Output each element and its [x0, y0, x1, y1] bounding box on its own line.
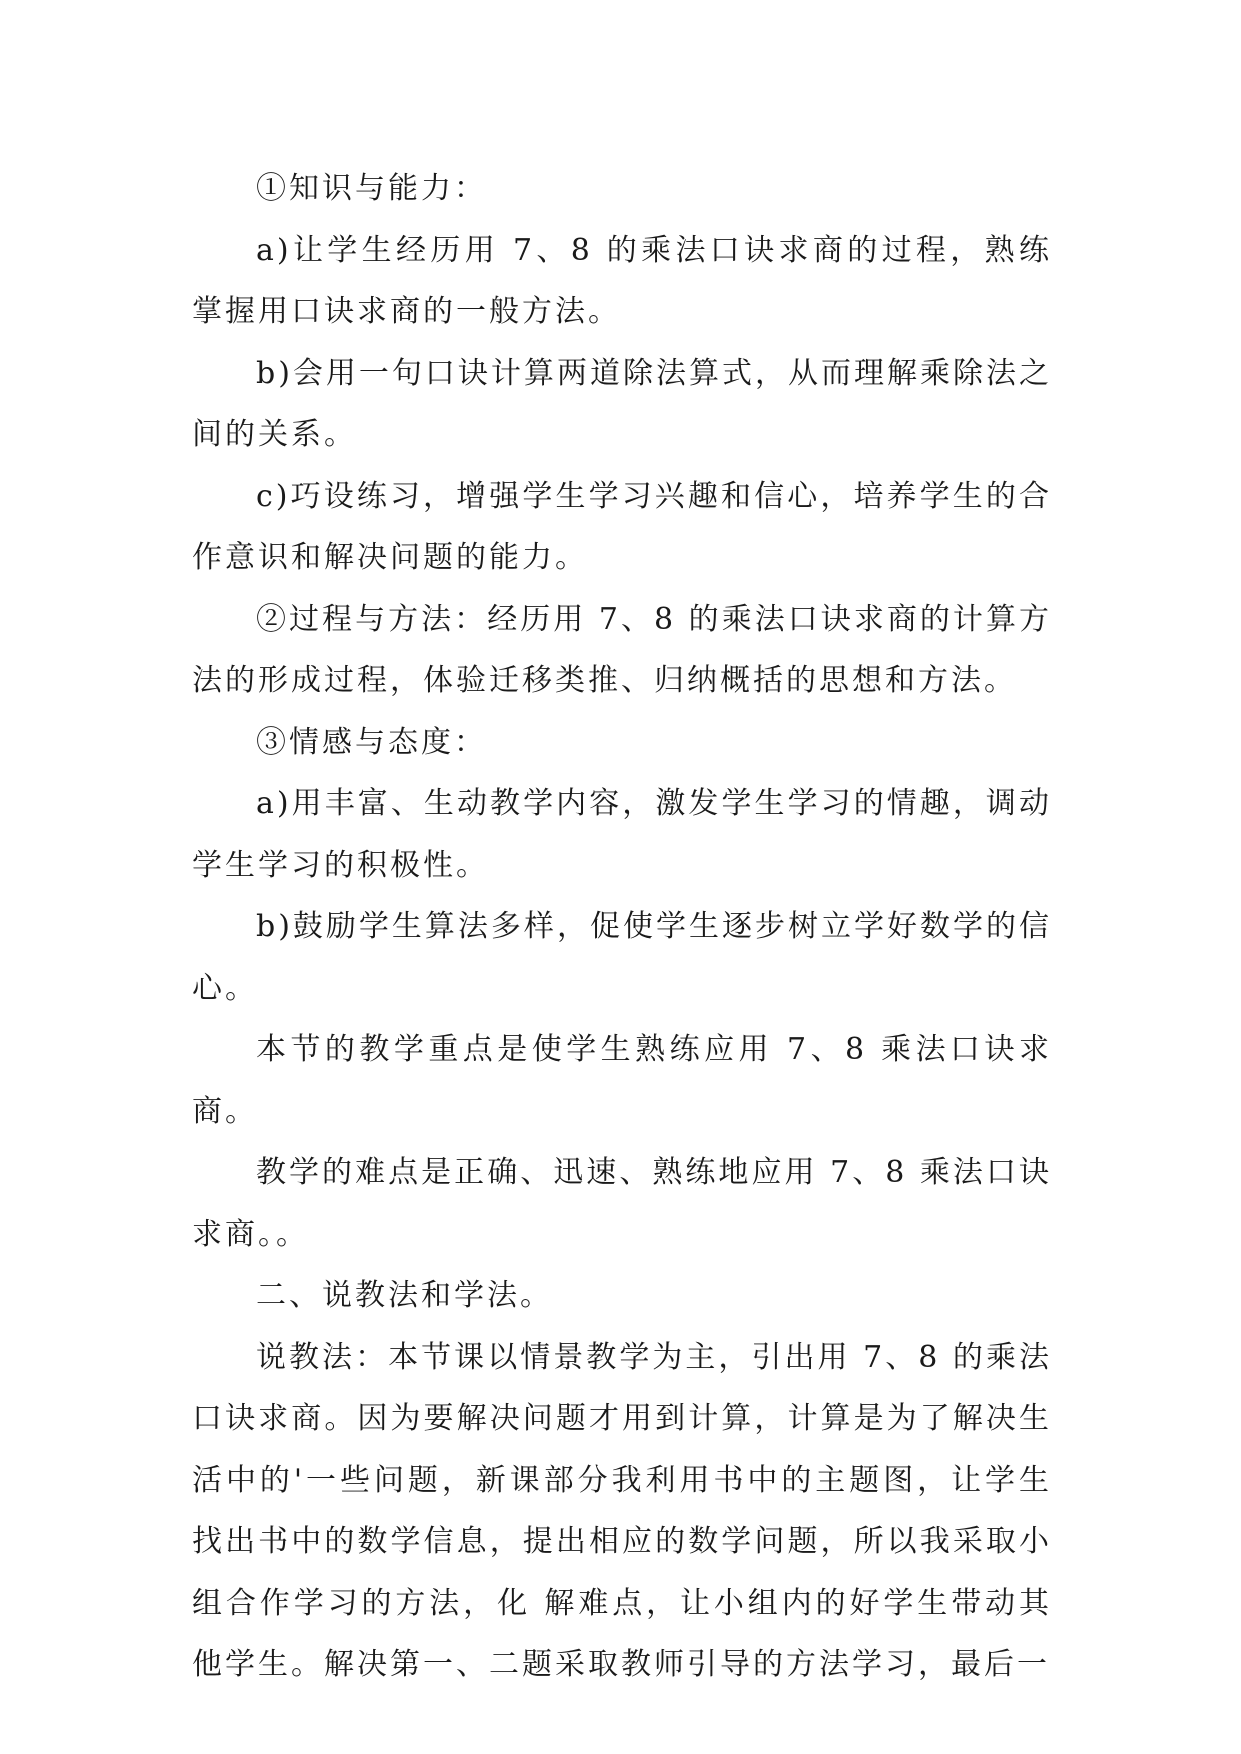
- paragraph-9: 本节的教学重点是使学生熟练应用 7、8 乘法口诀求商。: [192, 1032, 1052, 1129]
- paragraph-3: b)会用一句口诀计算两道除法算式，从而理解乘除法之间的关系。: [192, 355, 1052, 452]
- paragraph-11: 二、说教法和学法。: [256, 1278, 553, 1313]
- paragraph-10: 教学的难点是正确、迅速、熟练地应用 7、8 乘法口诀求商。。: [192, 1155, 1052, 1252]
- paragraph-5: ②过程与方法：经历用 7、8 的乘法口诀求商的计算方法的形成过程，体验迁移类推、归纳概括的思想和方法。: [192, 601, 1052, 698]
- paragraph-1: ①知识与能力：: [256, 171, 487, 206]
- paragraph-12: 说教法：本节课以情景教学为主，引出用 7、8 的乘法口诀求商。因为要解决问题才用到计算，计算是为了解决生活中的'一些问题，新课部分我利用书中的主题图，让学生找出书中的数学信息，提出相应的数学问题，所以我采取小组合作学习的方法，化 解难点，让小组内的好学生带动其他学生。解决第一、二题采取教师引导的方法学习，最后一: [192, 1339, 1052, 1682]
- paragraph-6: ③情感与态度：: [256, 724, 487, 760]
- paragraph-7: a)用丰富、生动教学内容，激发学生学习的情趣，调动学生学习的积极性。: [192, 786, 1052, 883]
- paragraph-2: a)让学生经历用 7、8 的乘法口诀求商的过程，熟练掌握用口诀求商的一般方法。: [192, 232, 1052, 329]
- paragraph-8: b)鼓励学生算法多样，促使学生逐步树立学好数学的信心。: [192, 909, 1052, 1006]
- document-body: [192, 158, 1052, 1696]
- paragraph-4: c)巧设练习，增强学生学习兴趣和信心，培养学生的合作意识和解决问题的能力。: [192, 478, 1052, 575]
